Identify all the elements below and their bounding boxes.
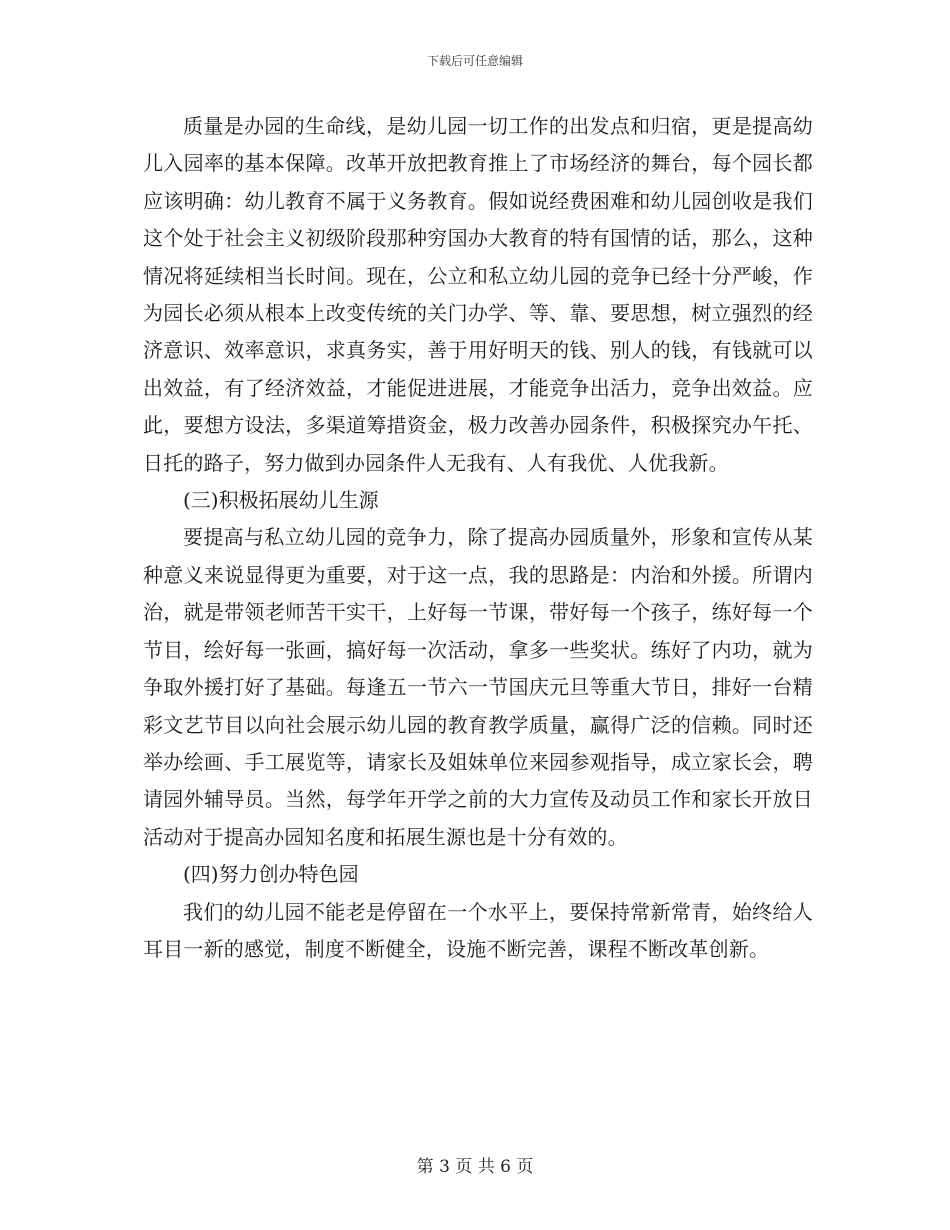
page-header: 下载后可任意编辑 <box>426 54 523 68</box>
page-footer: 第 3 页 共 6 页 <box>416 1157 534 1177</box>
section-heading-3: (三)积极拓展幼儿生源 <box>183 488 379 513</box>
section-heading-4: (四)努力创办特色园 <box>183 862 359 887</box>
document-body <box>143 108 813 968</box>
paragraph-enrollment: 要提高与私立幼儿园的竞争力，除了提高办园质量外，形象和宣传从某种意义来说显得更为重要，对于这一点，我的思路是：内治和外援。所谓内治，就是带领老师苦干实干，上好每一节课，带好每一个孩子，练好每一个节目，绘好每一张画，搞好每一次活动，拿多一些奖状。练好了内功，就为争取外援打好了基础。每逢五一节六一节国庆元旦等重大节日，排好一台精彩文艺节目以向社会展示幼儿园的教育教学质量，赢得广泛的信赖。同时还举办绘画、手工展览等，请家长及姐妹单位来园参观指导，成立家长会，聘请园外辅导员。当然，每学年开学之前的大力宣传及动员工作和家长开放日活动对于提高办园知名度和拓展生源也是十分有效的。 <box>143 525 813 849</box>
paragraph-quality: 质量是办园的生命线，是幼儿园一切工作的出发点和归宿，更是提高幼儿入园率的基本保障。改革开放把教育推上了市场经济的舞台，每个园长都应该明确：幼儿教育不属于义务教育。假如说经费困难和幼儿园创收是我们这个处于社会主义初级阶段那种穷国办大教育的特有国情的话，那么，这种情况将延续相当长时间。现在，公立和私立幼儿园的竞争已经十分严峻，作为园长必须从根本上改变传统的关门办学、等、靠、要思想，树立强烈的经济意识、效率意识，求真务实，善于用好明天的钱、别人的钱，有钱就可以出效益，有了经济效益，才能促进进展，才能竞争出活力，竞争出效益。应此，要想方设法，多渠道筹措资金，极力改善办园条件，积极探究办午托、日托的路子，努力做到办园条件人无我有、人有我优、人优我新。 <box>143 114 813 475</box>
paragraph-featured-kindergarten: 我们的幼儿园不能老是停留在一个水平上，要保持常新常青，始终给人耳目一新的感觉，制度不断健全，设施不断完善，课程不断改革创新。 <box>143 899 813 961</box>
